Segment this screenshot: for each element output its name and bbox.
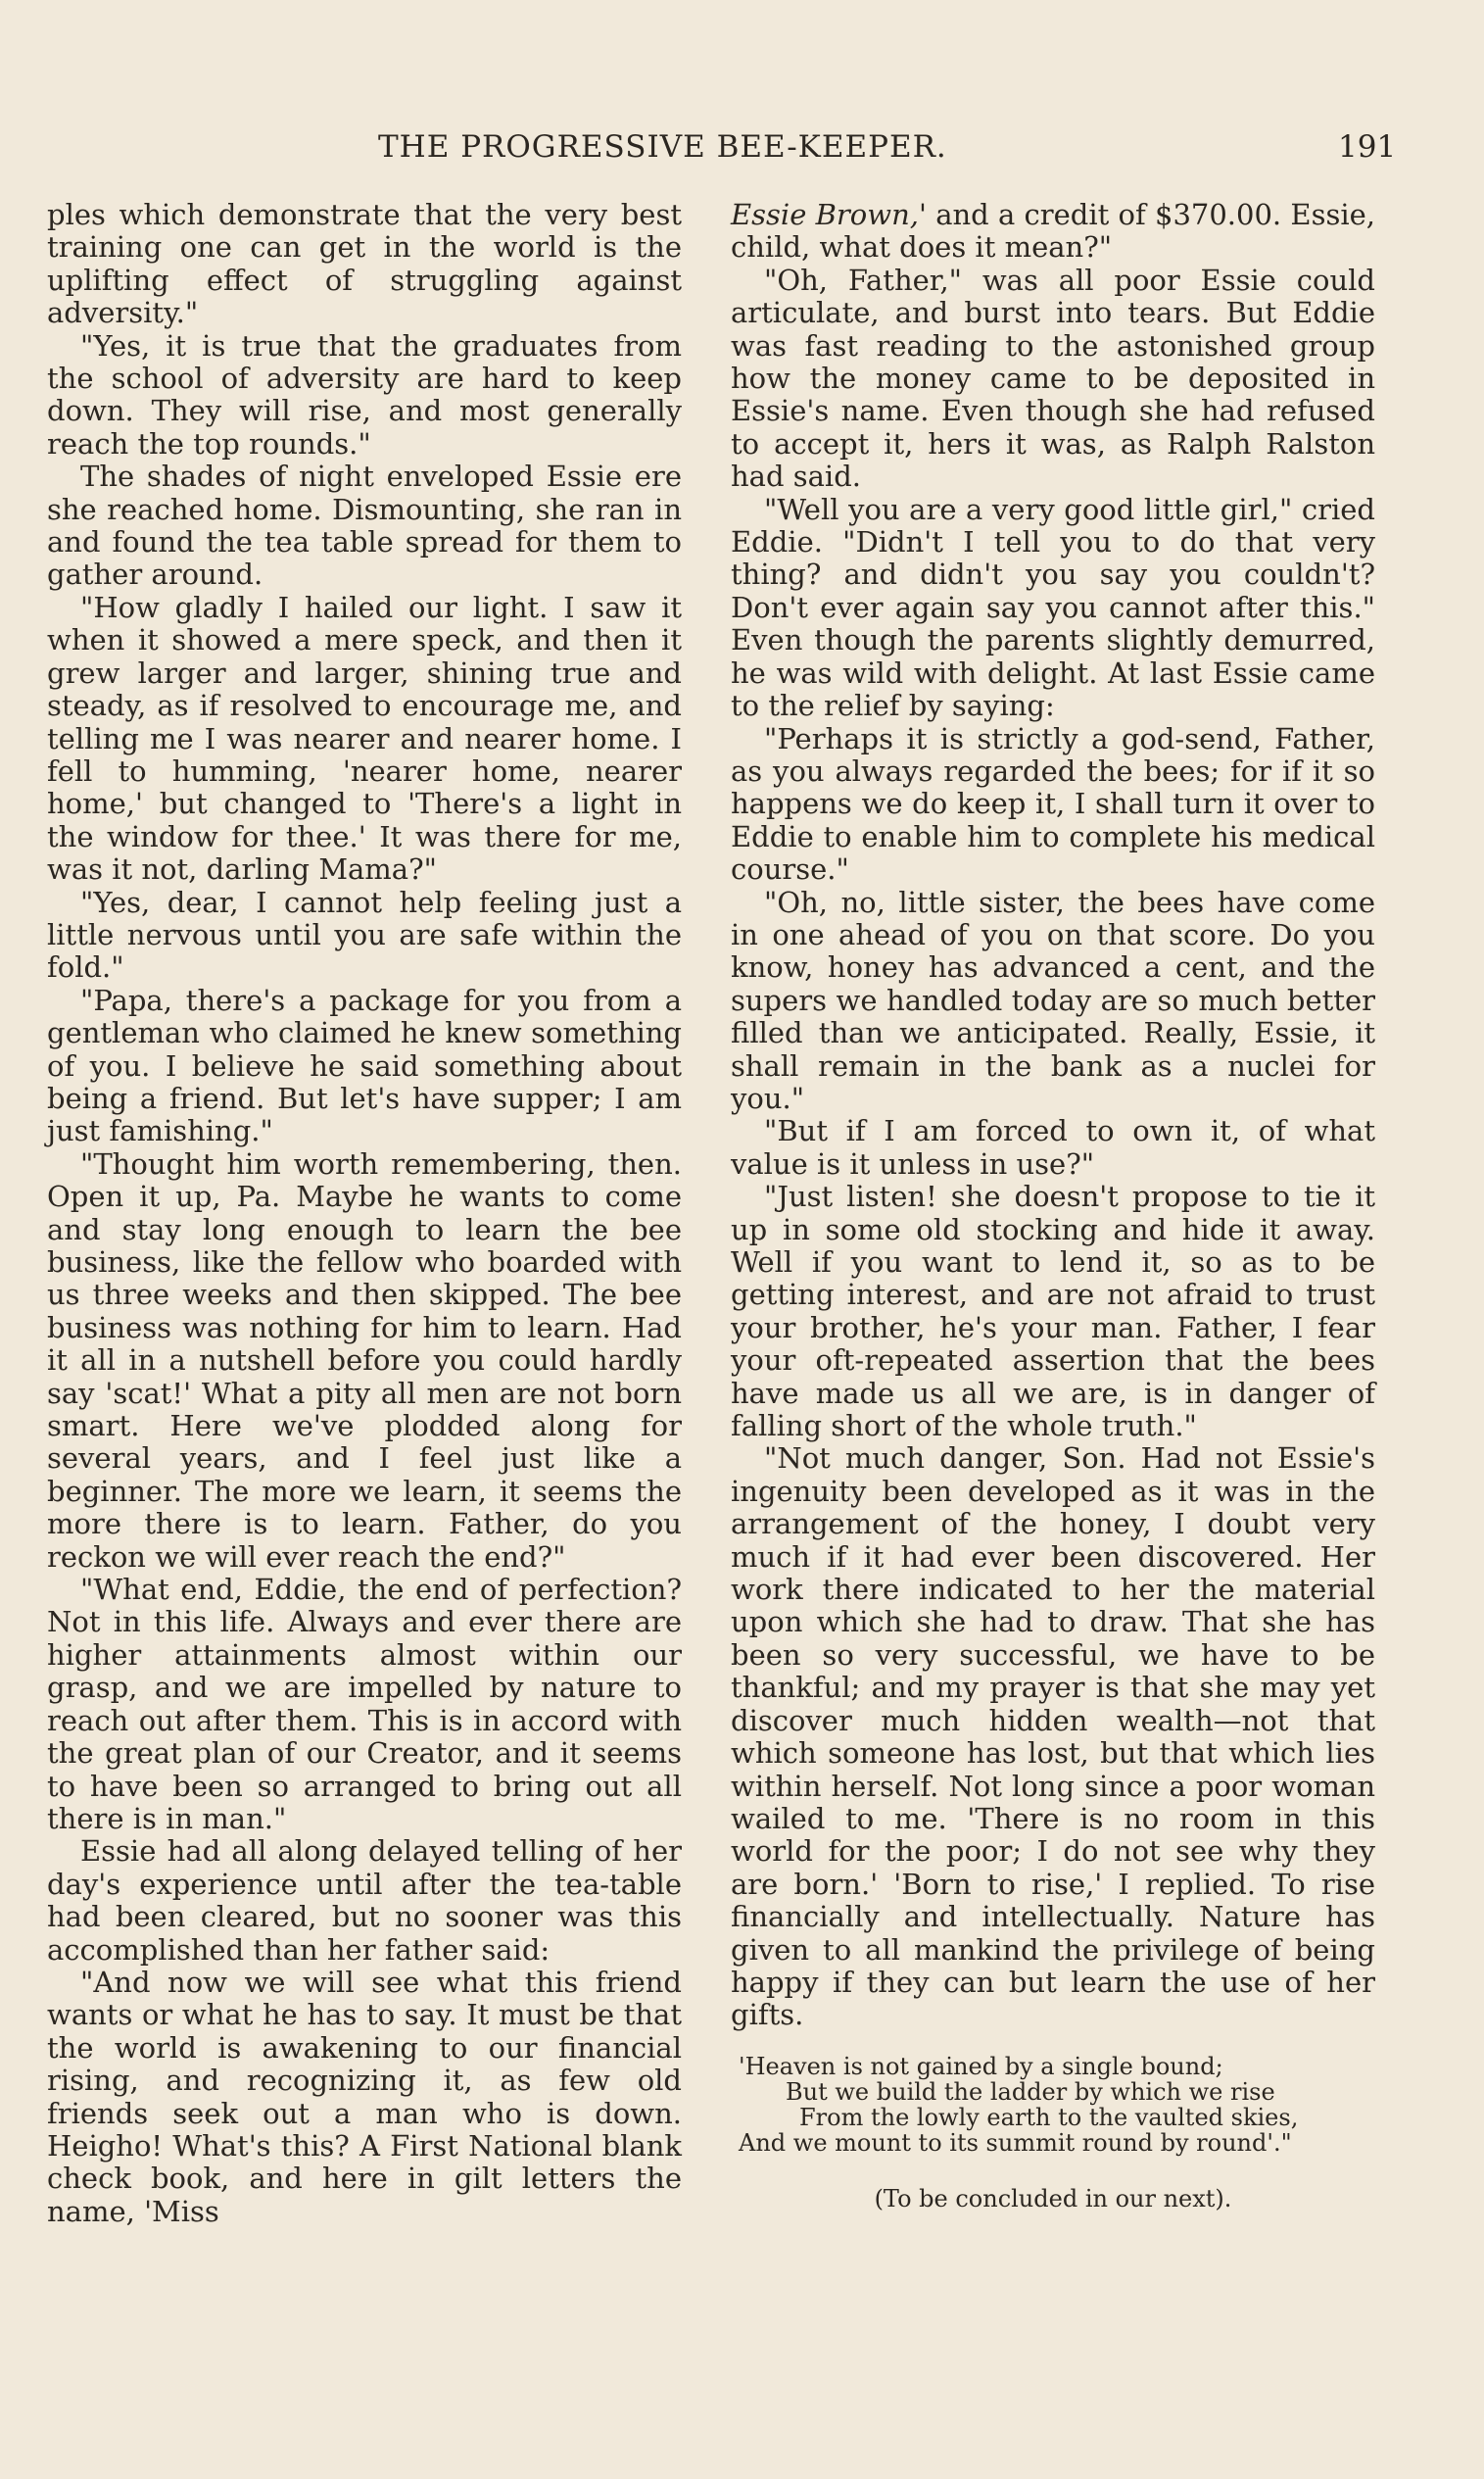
paragraph: "Oh, no, little sister, the bees have come in one ahead of you on that score. Do you know, honey has advanced a cent, and the supers we handled today are so much better filled than we anticipated. Really, Essie, it shall remain in the bank as a nuclei for you." bbox=[731, 885, 1375, 1115]
paragraph: "How gladly I hailed our light. I saw it when it showed a mere speck, and then it grew larger and larger, shining true and steady, as if resolved to encourage me, and telling me I was nearer and nearer home. I fell to humming, 'nearer home, nearer home,' but changed to 'There's a light in the window for thee.' It was there for me, was it not, darling Mama?" bbox=[47, 590, 682, 887]
poem-line: 'Heaven is not gained by a single bound; bbox=[739, 2052, 1223, 2080]
paragraph: "And now we will see what this friend wants or what he has to say. It must be that the world is awakening to our financial rising, and recognizing it, as few old friends seek out a man who is down. Heigho! What's this? A First National blank check book, and here in gilt letters the name, 'Miss bbox=[47, 1965, 682, 2228]
paragraph-continuation: ' and a credit of $370.00. Essie, child, what does it mean?" bbox=[731, 198, 1375, 265]
page-header bbox=[47, 129, 1437, 176]
page-number: 191 bbox=[1338, 129, 1397, 165]
paragraph: "Well you are a very good little girl," cried Eddie. "Didn't I tell you to do that very thing? and didn't you say you couldn't? Don't ever again say you cannot after this." Even though the parents slightly demurred, he was wild with delight. At last Essie came to the relief by saying: bbox=[731, 492, 1375, 723]
paragraph: "Yes, dear, I cannot help feeling just a little nervous until you are safe within the fold." bbox=[47, 885, 682, 985]
paragraph: The shades of night enveloped Essie ere she reached home. Dismounting, she ran in and found the tea table spread for them to gather around. bbox=[47, 460, 682, 592]
paragraph: "Oh, Father," was all poor Essie could articulate, and burst into tears. But Eddie was fast reading to the astonished group how the money came to be deposited in Essie's name. Even though she had refused to accept it, hers it was, as Ralph Ralston had said. bbox=[731, 263, 1375, 494]
paragraph: "Not much danger, Son. Had not Essie's ingenuity been developed as it was in the arrangement of the honey, I doubt very much if it had ever been discovered. Her work there indicated to her the material upon which she had to draw. That she has been so very successful, we have to be thankful; and my prayer is that she may yet discover much hidden wealth—not that which someone has lost, but that which lies within herself. Not long since a poor woman wailed to me. 'There is no room in this world for the poor; I do not see why they are born.' 'Born to rise,' I replied. To rise financially and intellectually. Nature has given to all mankind the privilege of being happy if they can but learn the use of her gifts. bbox=[731, 1441, 1375, 2032]
left-column bbox=[47, 199, 682, 2228]
paragraph: "Papa, there's a package for you from a gentleman who claimed he knew something of you. I believe he said something about being a friend. But let's have supper; I am just famishing." bbox=[47, 983, 682, 1148]
paragraph: "Yes, it is true that the graduates from the school of adversity are hard to keep down. They will rise, and most generally reach the top rounds." bbox=[47, 328, 682, 461]
paragraph: "But if I am forced to own it, of what value is it unless in use?" bbox=[731, 1114, 1375, 1181]
paragraph: Essie had all along delayed telling of her day's experience until after the tea-table had been cleared, but no sooner was this accomplished than her father said: bbox=[47, 1834, 682, 1967]
continuation-note: (To be concluded in our next). bbox=[874, 2184, 1232, 2212]
poem-line: From the lowly earth to the vaulted skies, bbox=[799, 2103, 1299, 2131]
poem-quote bbox=[739, 2054, 1375, 2156]
italic-name: Essie Brown, bbox=[731, 198, 919, 231]
paragraph: "Perhaps it is strictly a god-send, Father, as you always regarded the bees; for if it so happens we do keep it, I shall turn it over to Eddie to enable him to complete his medical course." bbox=[731, 721, 1375, 887]
paragraph bbox=[731, 199, 1375, 265]
right-column bbox=[731, 199, 1375, 2215]
paragraph: "What end, Eddie, the end of perfection? Not in this life. Always and ever there are higher attainments almost within our grasp, and we are impelled by nature to reach out after them. This is in accord with the great plan of our Creator, and it seems to have been so arranged to bring out all there is in man." bbox=[47, 1573, 682, 1835]
paragraph: ples which demonstrate that the very best training one can get in the world is the uplifting effect of struggling against adversity." bbox=[47, 198, 682, 330]
running-title: THE PROGRESSIVE BEE-KEEPER. bbox=[378, 129, 947, 165]
paragraph: "Thought him worth remembering, then. Open it up, Pa. Maybe he wants to come and stay long enough to learn the bee business, like the fellow who boarded with us three weeks and then skipped. The bee business was nothing for him to learn. Had it all in a nutshell before you could hardly say 'scat!' What a pity all men are not born smart. Here we've plodded along for several years, and I feel just like a beginner. The more we learn, it seems the more there is to learn. Father, do you reckon we will ever reach the end?" bbox=[47, 1146, 682, 1574]
paragraph: "Just listen! she doesn't propose to tie it up in some old stocking and hide it away. Well if you want to lend it, so as to be getting interest, and are not afraid to trust your brother, he's your man. Father, I fear your oft-repeated assertion that the bees have made us all we are, is in danger of falling short of the whole truth." bbox=[731, 1180, 1375, 1443]
poem-line: And we mount to its summit round by round'." bbox=[739, 2128, 1292, 2157]
poem-line: But we build the ladder by which we rise bbox=[786, 2077, 1275, 2106]
